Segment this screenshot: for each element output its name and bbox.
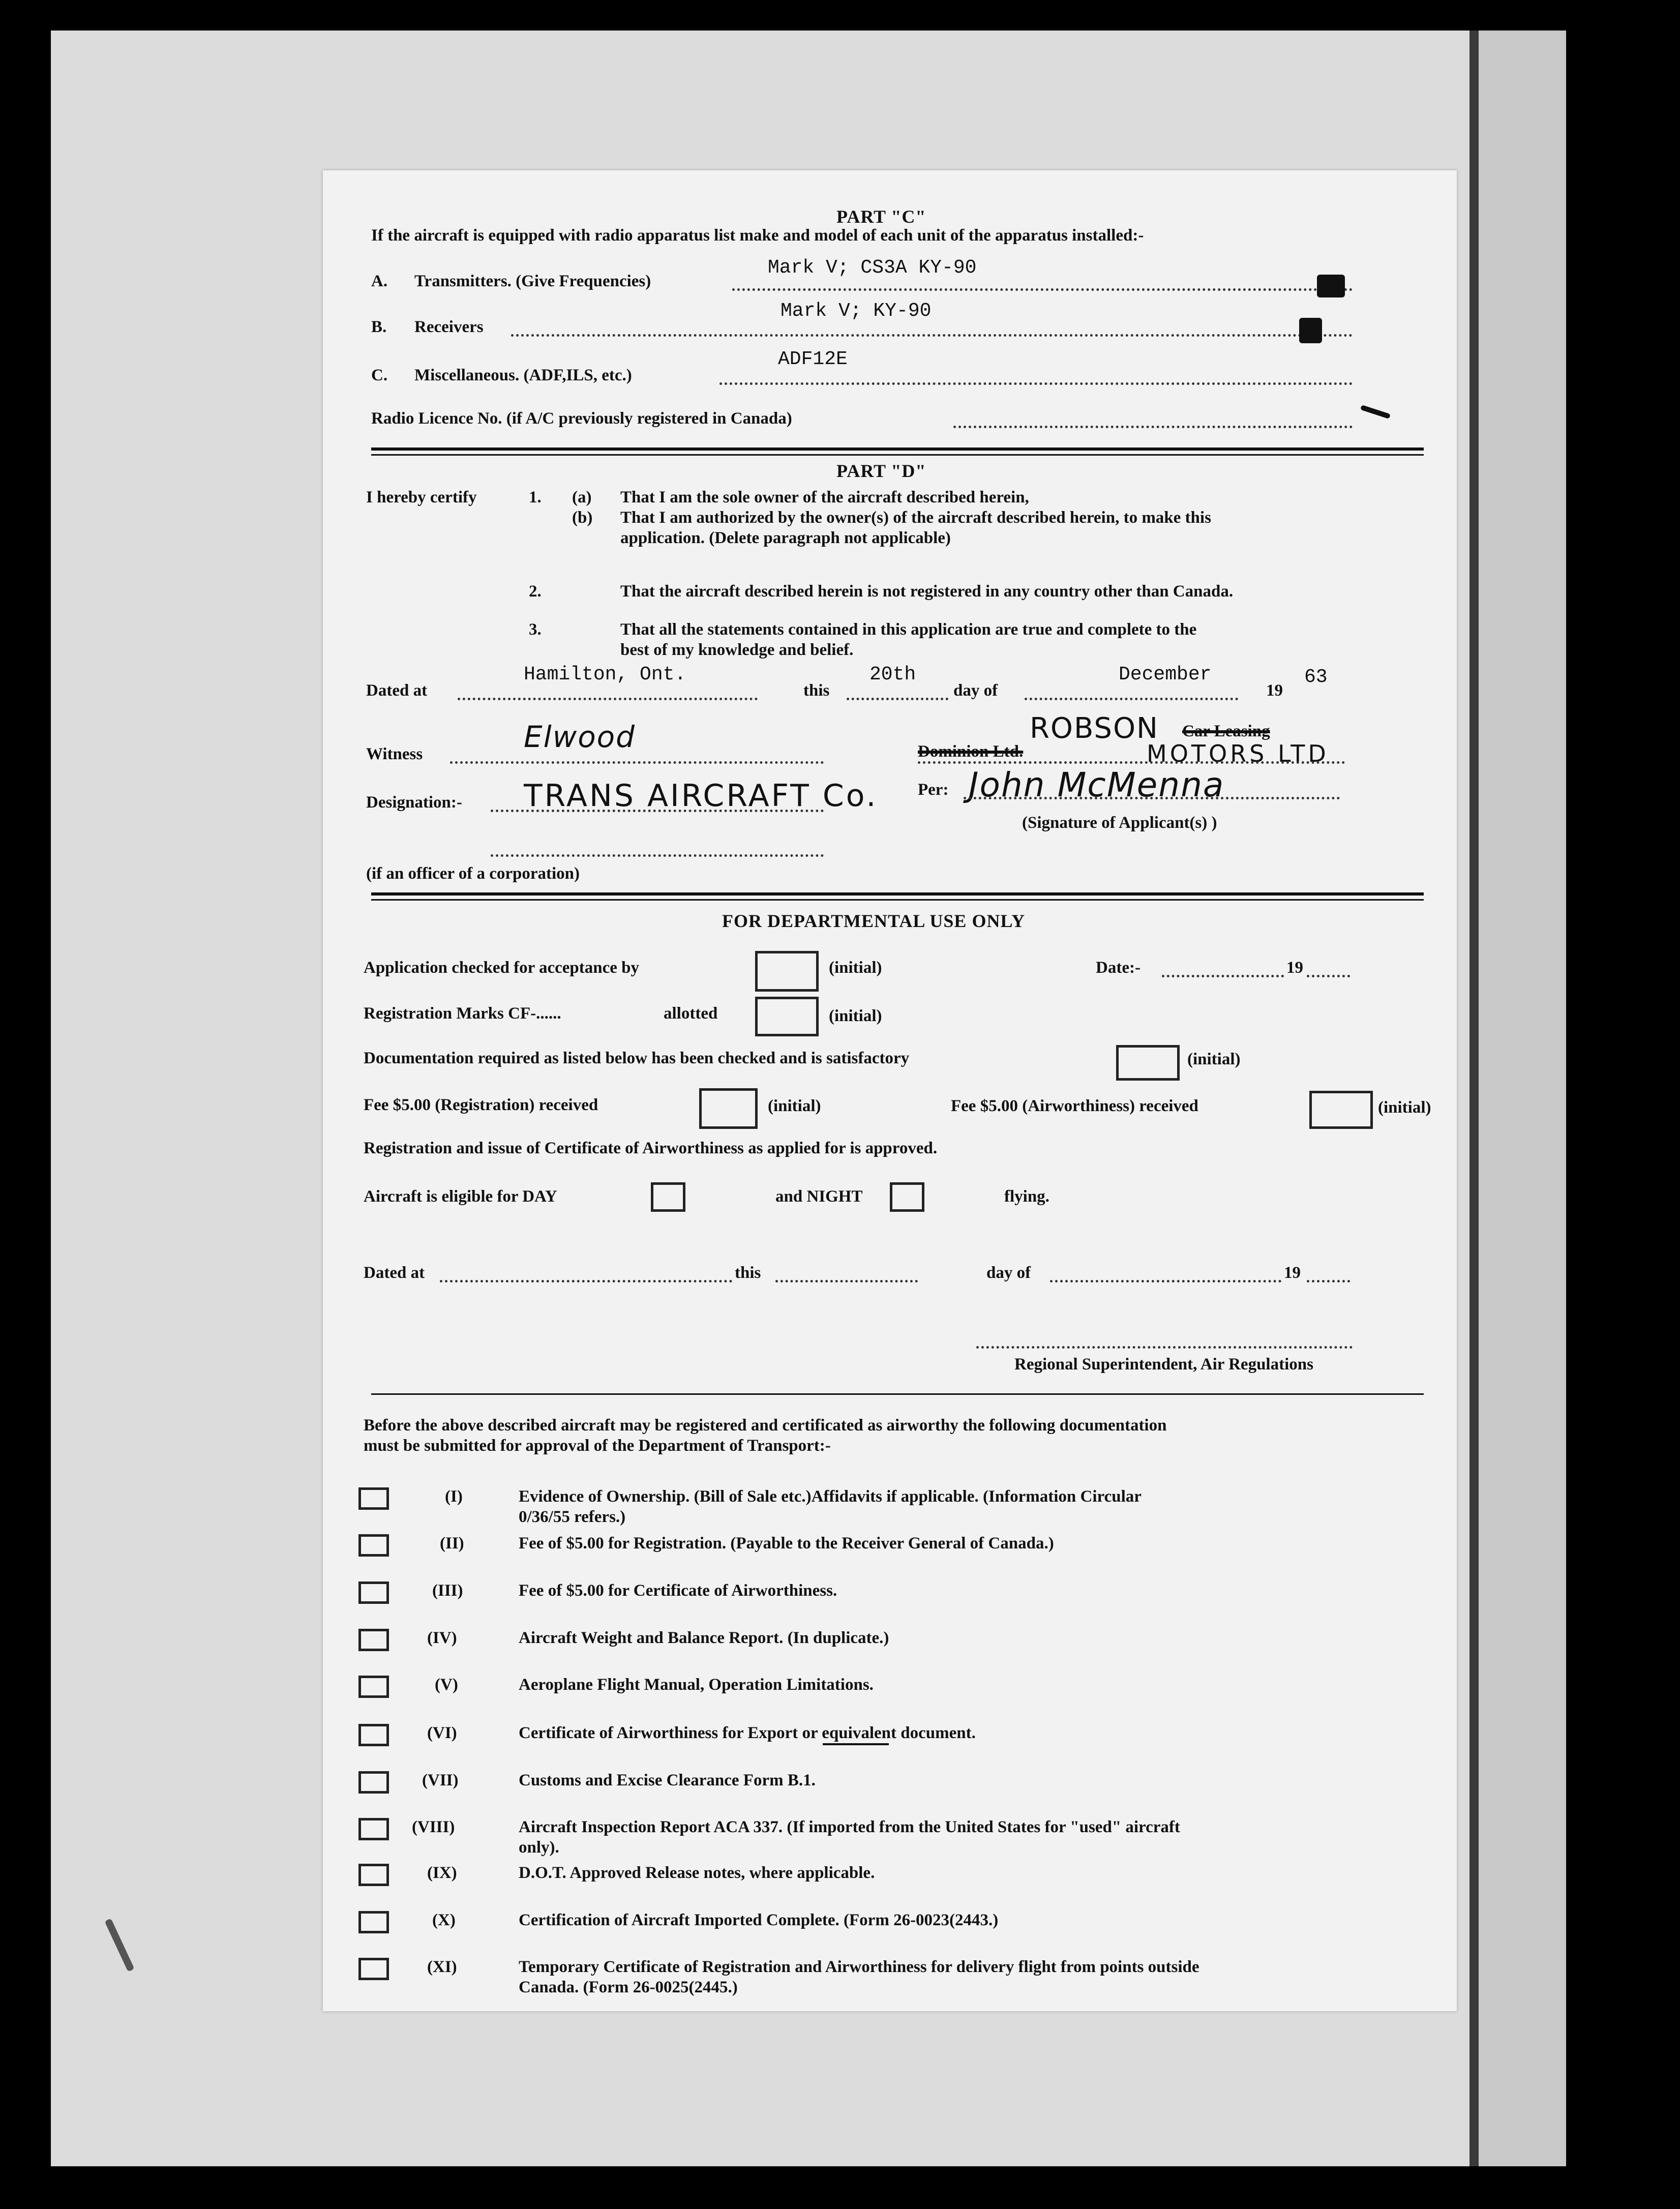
signed-place: Hamilton, Ont.: [524, 664, 686, 685]
dept-this-label: this: [735, 1264, 761, 1282]
initial-label: (initial): [768, 1097, 821, 1115]
applicant-signature: John McMenna: [969, 765, 1225, 804]
receivers-label: Receivers: [414, 318, 484, 336]
dept-day-line: [775, 1280, 918, 1282]
item-number: (VIII): [412, 1818, 455, 1836]
eligible-day-label: Aircraft is eligible for DAY: [364, 1187, 557, 1206]
year-prefix: 19: [1266, 681, 1283, 700]
form-page: [323, 170, 1457, 2011]
clause-1a-text: That I am the sole owner of the aircraft described herein,: [620, 488, 1029, 506]
document-checkbox[interactable]: [358, 1487, 389, 1510]
day-of-label: day of: [953, 681, 998, 700]
ink-blot: [1299, 318, 1322, 343]
certify-label: I hereby certify: [366, 488, 477, 506]
clause-3-text: That all the statements contained in this application are true and complete to the: [620, 620, 1197, 639]
item-number: (I): [445, 1487, 463, 1506]
ink-mark: [1360, 405, 1391, 419]
item-text: Certificate of Airworthiness for Export or equivalent document.: [519, 1724, 976, 1742]
document-checkbox[interactable]: [358, 1818, 389, 1840]
date-year-line: [1307, 975, 1350, 977]
superintendent-signature-line: [976, 1346, 1353, 1349]
clause-1b-letter: (b): [572, 509, 593, 527]
item-text: Aircraft Weight and Balance Report. (In duplicate.): [519, 1629, 889, 1647]
item-a-letter: A.: [371, 272, 388, 290]
documentation-label: Documentation required as listed below has been checked and is satisfactory: [364, 1049, 910, 1067]
part-c-heading: PART "C": [836, 206, 926, 227]
flying-label: flying.: [1004, 1187, 1049, 1206]
registration-marks-label: Registration Marks CF-......: [364, 1004, 561, 1023]
fee-registration-label: Fee $5.00 (Registration) received: [364, 1096, 598, 1114]
clause-3-number: 3.: [529, 620, 542, 639]
film-edge-strip: [1469, 31, 1566, 2166]
receivers-value: Mark V; KY-90: [781, 300, 932, 322]
initial-label: (initial): [829, 1007, 882, 1025]
dept-day-of-label: day of: [986, 1264, 1031, 1282]
initial-box-fee-airworthiness[interactable]: [1309, 1091, 1373, 1129]
clause-2-number: 2.: [529, 582, 542, 601]
approval-statement: Registration and issue of Certificate of Airworthiness as applied for is approved.: [364, 1139, 938, 1157]
document-checkbox[interactable]: [358, 1771, 389, 1794]
clause-1b-text: That I am authorized by the owner(s) of the aircraft described herein, to make this: [620, 509, 1211, 527]
initial-label: (initial): [829, 959, 882, 977]
struck-company-text-2: Dominion Ltd.: [918, 742, 1024, 761]
miscellaneous-label: Miscellaneous. (ADF,ILS, etc.): [414, 366, 632, 384]
item-text-cont: 0/36/55 refers.): [519, 1508, 626, 1526]
document-checkbox[interactable]: [358, 1676, 389, 1698]
item-text: Certification of Aircraft Imported Complete. (Form 26-0023(2443.): [519, 1911, 999, 1929]
initial-label: (initial): [1378, 1098, 1431, 1117]
initial-box-registration[interactable]: [755, 997, 819, 1036]
document-checkbox[interactable]: [358, 1534, 389, 1557]
item-text: Customs and Excise Clearance Form B.1.: [519, 1771, 816, 1789]
day-line: [847, 698, 948, 700]
part-d-heading: PART "D": [836, 461, 926, 481]
allotted-label: allotted: [664, 1004, 718, 1023]
checked-label: Application checked for acceptance by: [364, 959, 640, 977]
item-c-letter: C.: [371, 366, 388, 384]
document-checkbox[interactable]: [358, 1864, 389, 1886]
document-checkbox[interactable]: [358, 1629, 389, 1651]
date-year-prefix: 19: [1286, 959, 1303, 977]
witness-label: Witness: [366, 745, 423, 763]
dept-dated-at-label: Dated at: [364, 1264, 425, 1282]
item-number: (IV): [427, 1629, 457, 1647]
document-checkbox[interactable]: [358, 1958, 389, 1980]
night-checkbox[interactable]: [890, 1182, 924, 1212]
radio-licence-label: Radio Licence No. (if A/C previously registered in Canada): [371, 409, 792, 428]
signed-year: 63: [1304, 666, 1328, 688]
part-divider: [371, 447, 1424, 451]
signed-month: December: [1119, 664, 1212, 685]
item-text: Temporary Certificate of Registration and Airworthiness for delivery flight from points outside: [519, 1958, 1199, 1976]
designation-line: [491, 810, 824, 812]
item-number: (VII): [422, 1771, 459, 1789]
transmitters-line: [732, 288, 1353, 291]
document-checkbox[interactable]: [358, 1581, 389, 1604]
dept-month-line: [1050, 1280, 1281, 1282]
item-text: D.O.T. Approved Release notes, where applicable.: [519, 1864, 875, 1882]
item-number: (II): [440, 1534, 464, 1553]
section-divider: [371, 1393, 1424, 1395]
dept-place-line: [440, 1280, 732, 1282]
item-b-letter: B.: [371, 318, 387, 336]
applicant-company-name: ROBSON: [1030, 712, 1159, 745]
date-line: [1162, 975, 1284, 977]
applicant-company-name-2: MOTORS LTD: [1147, 740, 1329, 767]
this-label: this: [803, 681, 830, 700]
part-divider-thin: [371, 454, 1424, 456]
export-underline: [823, 1743, 889, 1745]
initial-box-documentation[interactable]: [1116, 1045, 1180, 1081]
item-number: (V): [435, 1676, 458, 1694]
place-line: [458, 698, 758, 700]
miscellaneous-line: [719, 382, 1353, 385]
superintendent-caption: Regional Superintendent, Air Regulations: [1014, 1355, 1313, 1374]
item-text: Fee of $5.00 for Certificate of Airworthiness.: [519, 1581, 837, 1600]
clause-1a-letter: (a): [572, 488, 592, 506]
clause-2-text: That the aircraft described herein is not registered in any country other than Canada.: [620, 582, 1234, 601]
ink-blot: [1317, 275, 1345, 297]
dated-at-label: Dated at: [366, 681, 428, 700]
item-text: Aircraft Inspection Report ACA 337. (If imported from the United States for "used" aircraft: [519, 1818, 1180, 1836]
night-label: and NIGHT: [775, 1187, 863, 1206]
clause-3-text-cont: best of my knowledge and belief.: [620, 641, 854, 659]
designation-label: Designation:-: [366, 793, 462, 812]
officer-note: (if an officer of a corporation): [366, 864, 580, 883]
initial-label: (initial): [1187, 1050, 1241, 1068]
struck-company-text: Car Leasing: [1182, 722, 1270, 740]
clause-1b-text-cont: application. (Delete paragraph not applicable): [620, 529, 951, 547]
documentation-intro-cont: must be submitted for approval of the Department of Transport:-: [364, 1437, 831, 1455]
part-c-intro: If the aircraft is equipped with radio apparatus list make and model of each unit of the apparatus installed:-: [371, 226, 1144, 245]
item-number: (X): [432, 1911, 456, 1929]
item-text-cont: only).: [519, 1838, 559, 1857]
fee-airworthiness-label: Fee $5.00 (Airworthiness) received: [951, 1097, 1198, 1115]
item-number: (IX): [427, 1864, 457, 1882]
part-divider-thin: [371, 899, 1424, 901]
item-number: (III): [432, 1581, 463, 1600]
signature-caption: (Signature of Applicant(s) ): [1022, 814, 1217, 832]
officer-line: [491, 854, 824, 857]
departmental-heading: FOR DEPARTMENTAL USE ONLY: [722, 911, 1026, 931]
receivers-line: [511, 334, 1353, 337]
document-checkbox[interactable]: [358, 1724, 389, 1746]
item-number: (XI): [427, 1958, 457, 1976]
item-number: (VI): [427, 1724, 457, 1742]
per-label: Per:: [918, 781, 949, 799]
initial-box-fee-registration[interactable]: [699, 1088, 758, 1129]
document-checkbox[interactable]: [358, 1911, 389, 1933]
witness-line: [450, 761, 824, 764]
clause-1-number: 1.: [529, 488, 542, 506]
radio-licence-line: [953, 426, 1353, 428]
signed-day: 20th: [869, 664, 916, 685]
item-text: Aeroplane Flight Manual, Operation Limitations.: [519, 1676, 874, 1694]
miscellaneous-value: ADF12E: [778, 348, 848, 370]
company-line: [918, 761, 1345, 764]
item-text: Fee of $5.00 for Registration. (Payable to the Receiver General of Canada.): [519, 1534, 1054, 1553]
part-divider: [371, 892, 1424, 895]
witness-signature: Elwood: [524, 720, 636, 754]
signature-line: [964, 797, 1340, 799]
documentation-intro: Before the above described aircraft may be registered and certificated as airworthy the following documentation: [364, 1416, 1167, 1435]
designation-value: TRANS AIRCRAFT Co.: [524, 778, 878, 814]
dept-year-line: [1307, 1280, 1350, 1282]
dept-year-prefix: 19: [1284, 1264, 1301, 1282]
item-text-cont: Canada. (Form 26-0025(2445.): [519, 1978, 738, 1996]
date-label: Date:-: [1096, 959, 1141, 977]
initial-box-checked[interactable]: [755, 951, 819, 992]
month-line: [1025, 698, 1238, 700]
item-text: Evidence of Ownership. (Bill of Sale etc.)Affidavits if applicable. (Information Circular: [519, 1487, 1142, 1506]
day-checkbox[interactable]: [651, 1182, 685, 1212]
transmitters-value: Mark V; CS3A KY-90: [768, 257, 977, 279]
transmitters-label: Transmitters. (Give Frequencies): [414, 272, 651, 290]
